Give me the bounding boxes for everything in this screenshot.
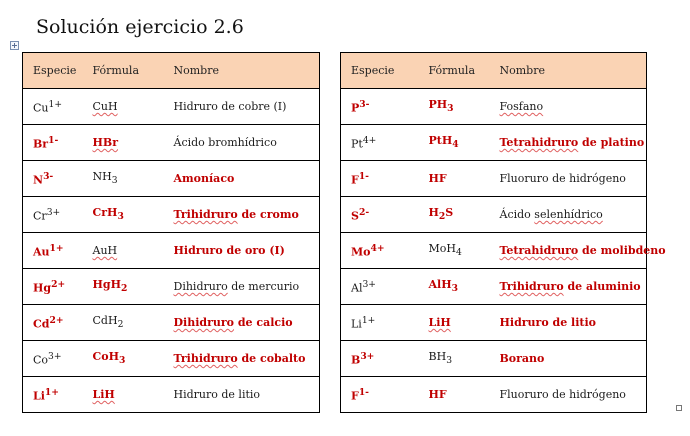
- especie-charge: 3+: [362, 278, 376, 290]
- nombre-text: Hidruro de litio: [499, 316, 596, 329]
- especie-cell: [341, 125, 419, 161]
- table-row: [23, 377, 320, 413]
- formula-subscript: 4: [455, 247, 462, 259]
- formula-main: BH: [428, 350, 447, 364]
- table-row: [341, 125, 647, 161]
- formula-cell: [419, 125, 490, 161]
- nombre-text: Hidruro de litio: [173, 388, 261, 401]
- especie-cell: [341, 161, 419, 197]
- table-row: [23, 269, 320, 305]
- nombre-rest: de mercurio: [227, 280, 300, 293]
- especie-symbol: Cr: [33, 209, 47, 223]
- especie-cell: [23, 377, 83, 413]
- formula-cell: [419, 377, 490, 413]
- nombre-text: Amoníaco: [173, 172, 235, 185]
- formula-cell: [419, 269, 490, 305]
- nombre-cell: [164, 377, 320, 413]
- table-row: [341, 89, 647, 125]
- nombre-flagged-word: Dihidruro: [173, 280, 228, 293]
- especie-charge: 2-: [358, 206, 370, 218]
- especie-symbol: Mo: [351, 245, 371, 259]
- formula-cell: [83, 305, 164, 341]
- formula-main: HgH: [92, 278, 121, 292]
- especie-cell: [23, 269, 83, 305]
- nombre-text: Fluoruro de hidrógeno: [499, 172, 626, 185]
- table-row: [23, 341, 320, 377]
- nombre-rest: de cromo: [237, 208, 299, 221]
- table-row: [341, 233, 647, 269]
- especie-charge: 3-: [43, 170, 54, 182]
- nombre-flagged-word: selenhídrico: [534, 208, 603, 221]
- nombre-cell: [490, 125, 647, 161]
- formula-text: [92, 278, 128, 295]
- formula-main: H: [428, 206, 439, 220]
- especie-cell: [23, 161, 83, 197]
- table-row: [341, 161, 647, 197]
- especie-charge: 2+: [49, 314, 64, 326]
- especie-charge: 3-: [359, 98, 370, 110]
- nombre-rest: de cobalto: [237, 352, 306, 365]
- table-row: [23, 233, 320, 269]
- especie-symbol: Au: [33, 245, 50, 259]
- especie-cell: [341, 89, 419, 125]
- especie-symbol: Cu: [33, 101, 49, 115]
- nombre-text: Fluoruro de hidrógeno: [499, 388, 626, 401]
- especie-cell: [23, 305, 83, 341]
- formula-main: LiH: [428, 316, 451, 329]
- nombre-cell: [490, 89, 647, 125]
- header-especie: Especie: [341, 53, 419, 89]
- formula-text: [429, 172, 447, 185]
- formula-main: CuH: [92, 100, 118, 113]
- formula-cell: [83, 377, 164, 413]
- especie-cell: [23, 197, 83, 233]
- table-header-row: [341, 53, 647, 89]
- formula-subscript: 2: [120, 283, 128, 295]
- especie-charge: 1+: [48, 98, 63, 110]
- especie-symbol: N: [33, 173, 44, 187]
- formula-main: AuH: [92, 244, 118, 257]
- especie-symbol: F: [351, 173, 359, 187]
- header-formula: Fórmula: [83, 53, 164, 89]
- nombre-text: Hidruro de oro (I): [173, 244, 285, 257]
- formula-cell: [83, 269, 164, 305]
- nombre-flagged-word: Trihidruro: [173, 352, 238, 365]
- formula-cell: [419, 305, 490, 341]
- especie-symbol: Co: [33, 353, 49, 367]
- formula-main: HF: [428, 172, 447, 185]
- formula-text: [93, 100, 118, 113]
- formula-tail: S: [445, 206, 454, 220]
- especie-symbol: P: [351, 101, 360, 115]
- hydride-table-left: [22, 52, 320, 413]
- especie-cell: [341, 233, 419, 269]
- especie-symbol: S: [351, 209, 359, 223]
- formula-cell: [83, 233, 164, 269]
- formula-subscript: 3: [447, 103, 454, 115]
- page-title: Solución ejercicio 2.6: [36, 16, 244, 38]
- formula-text: [429, 388, 447, 401]
- formula-main: PH: [428, 98, 448, 112]
- especie-symbol: Li: [351, 317, 362, 331]
- nombre-rest: de aluminio: [563, 280, 641, 293]
- formula-subscript: 3: [119, 355, 126, 367]
- formula-cell: [83, 161, 164, 197]
- formula-text: [92, 314, 124, 331]
- formula-text: [428, 206, 454, 223]
- especie-cell: [23, 125, 83, 161]
- formula-cell: [419, 161, 490, 197]
- especie-symbol: Br: [33, 137, 49, 151]
- nombre-cell: [490, 305, 647, 341]
- nombre-text: Hidruro de cobre (I): [173, 100, 287, 113]
- nombre-cell: [490, 341, 647, 377]
- formula-main: AlH: [428, 278, 452, 292]
- formula-text: [429, 316, 451, 329]
- especie-charge: 1+: [44, 386, 59, 398]
- especie-charge: 3+: [46, 206, 61, 218]
- nombre-text: Borano: [499, 352, 545, 365]
- nombre-cell: [164, 197, 320, 233]
- nombre-text: Fosfano: [499, 100, 544, 113]
- formula-text: [93, 244, 118, 257]
- formula-main: CrH: [92, 206, 118, 220]
- formula-main: HBr: [92, 136, 118, 149]
- table-header-row: [23, 53, 320, 89]
- table-row: [341, 269, 647, 305]
- formula-main: MoH: [428, 242, 456, 256]
- formula-main: NH: [92, 170, 112, 184]
- nombre-cell: [490, 161, 647, 197]
- especie-charge: 2+: [51, 278, 66, 290]
- nombre-flagged-word: Trihidruro: [173, 208, 238, 221]
- table-move-handle-icon[interactable]: [10, 41, 19, 50]
- table-row: [23, 305, 320, 341]
- especie-charge: 1-: [48, 134, 59, 146]
- nombre-cell: [490, 197, 647, 233]
- formula-subscript: 2: [438, 211, 446, 223]
- especie-charge: 4+: [370, 242, 385, 254]
- especie-charge: 1+: [49, 242, 64, 254]
- especie-cell: [23, 341, 83, 377]
- table-row: [23, 125, 320, 161]
- nombre-cell: [164, 89, 320, 125]
- especie-cell: [23, 89, 83, 125]
- formula-main: HF: [428, 388, 447, 401]
- especie-charge: 3+: [360, 350, 375, 362]
- nombre-flagged-word: Dihidruro: [173, 316, 235, 329]
- especie-charge: 4+: [362, 134, 377, 146]
- nombre-prefix: Ácido: [499, 208, 535, 221]
- formula-text: [92, 206, 124, 223]
- formula-cell: [83, 125, 164, 161]
- formula-subscript: 3: [117, 211, 124, 223]
- nombre-cell: [164, 341, 320, 377]
- especie-cell: [341, 341, 419, 377]
- especie-cell: [341, 305, 419, 341]
- nombre-cell: [164, 269, 320, 305]
- nombre-cell: [164, 125, 320, 161]
- nombre-cell: [490, 377, 647, 413]
- formula-subscript: 2: [117, 319, 124, 331]
- formula-subscript: 4: [452, 139, 459, 151]
- especie-symbol: Li: [33, 389, 45, 403]
- formula-text: [93, 136, 119, 149]
- especie-cell: [341, 269, 419, 305]
- nombre-flagged-word: Tetrahidruro: [499, 244, 579, 257]
- formula-cell: [83, 341, 164, 377]
- table-row: [23, 161, 320, 197]
- formula-text: [93, 388, 115, 401]
- especie-symbol: B: [351, 353, 361, 367]
- especie-symbol: Hg: [33, 281, 52, 295]
- especie-cell: [341, 377, 419, 413]
- header-formula: Fórmula: [419, 53, 490, 89]
- nombre-cell: [164, 233, 320, 269]
- nombre-flagged-word: Tetrahidruro: [499, 136, 579, 149]
- formula-cell: [83, 89, 164, 125]
- table-row: [341, 305, 647, 341]
- especie-symbol: Cd: [33, 317, 50, 331]
- table-row: [341, 377, 647, 413]
- nombre-text: Ácido bromhídrico: [173, 136, 277, 149]
- formula-text: [428, 278, 458, 295]
- formula-cell: [83, 197, 164, 233]
- nombre-cell: [164, 305, 320, 341]
- especie-charge: 1-: [358, 170, 369, 182]
- formula-cell: [419, 89, 490, 125]
- especie-charge: 3+: [48, 350, 62, 362]
- hydride-table-right: [340, 52, 666, 413]
- formula-text: [428, 134, 459, 151]
- table-row: [341, 341, 647, 377]
- formula-text: [428, 242, 462, 259]
- table-row: [23, 197, 320, 233]
- header-nombre: Nombre: [164, 53, 320, 89]
- nombre-cell: [490, 233, 666, 269]
- formula-subscript: 3: [451, 283, 458, 295]
- especie-charge: 1+: [361, 314, 376, 326]
- formula-main: PtH: [428, 134, 453, 148]
- header-especie: Especie: [23, 53, 83, 89]
- formula-text: [92, 170, 118, 187]
- formula-subscript: 3: [111, 175, 118, 187]
- nombre-rest: de platino: [578, 136, 645, 149]
- nombre-flagged-word: Trihidruro: [499, 280, 564, 293]
- nombre-rest: de molibdeno: [578, 244, 666, 257]
- especie-symbol: F: [351, 389, 359, 403]
- formula-text: [428, 350, 453, 367]
- formula-cell: [419, 341, 490, 377]
- formula-cell: [419, 233, 490, 269]
- especie-symbol: Pt: [351, 137, 363, 151]
- nombre-cell: [490, 269, 647, 305]
- formula-text: [92, 350, 126, 367]
- nombre-cell: [164, 161, 320, 197]
- formula-main: CoH: [92, 350, 119, 364]
- especie-cell: [23, 233, 83, 269]
- formula-main: CdH: [92, 314, 118, 328]
- formula-subscript: 3: [446, 355, 453, 367]
- header-nombre: Nombre: [490, 53, 647, 89]
- table-row: [341, 197, 647, 233]
- especie-symbol: Al: [351, 281, 363, 295]
- especie-charge: 1-: [358, 386, 369, 398]
- table-row: [23, 89, 320, 125]
- especie-cell: [341, 197, 419, 233]
- nombre-rest: de calcio: [234, 316, 293, 329]
- formula-text: [428, 98, 454, 115]
- formula-cell: [419, 197, 490, 233]
- formula-main: LiH: [92, 388, 115, 401]
- table-resize-handle[interactable]: [676, 405, 682, 411]
